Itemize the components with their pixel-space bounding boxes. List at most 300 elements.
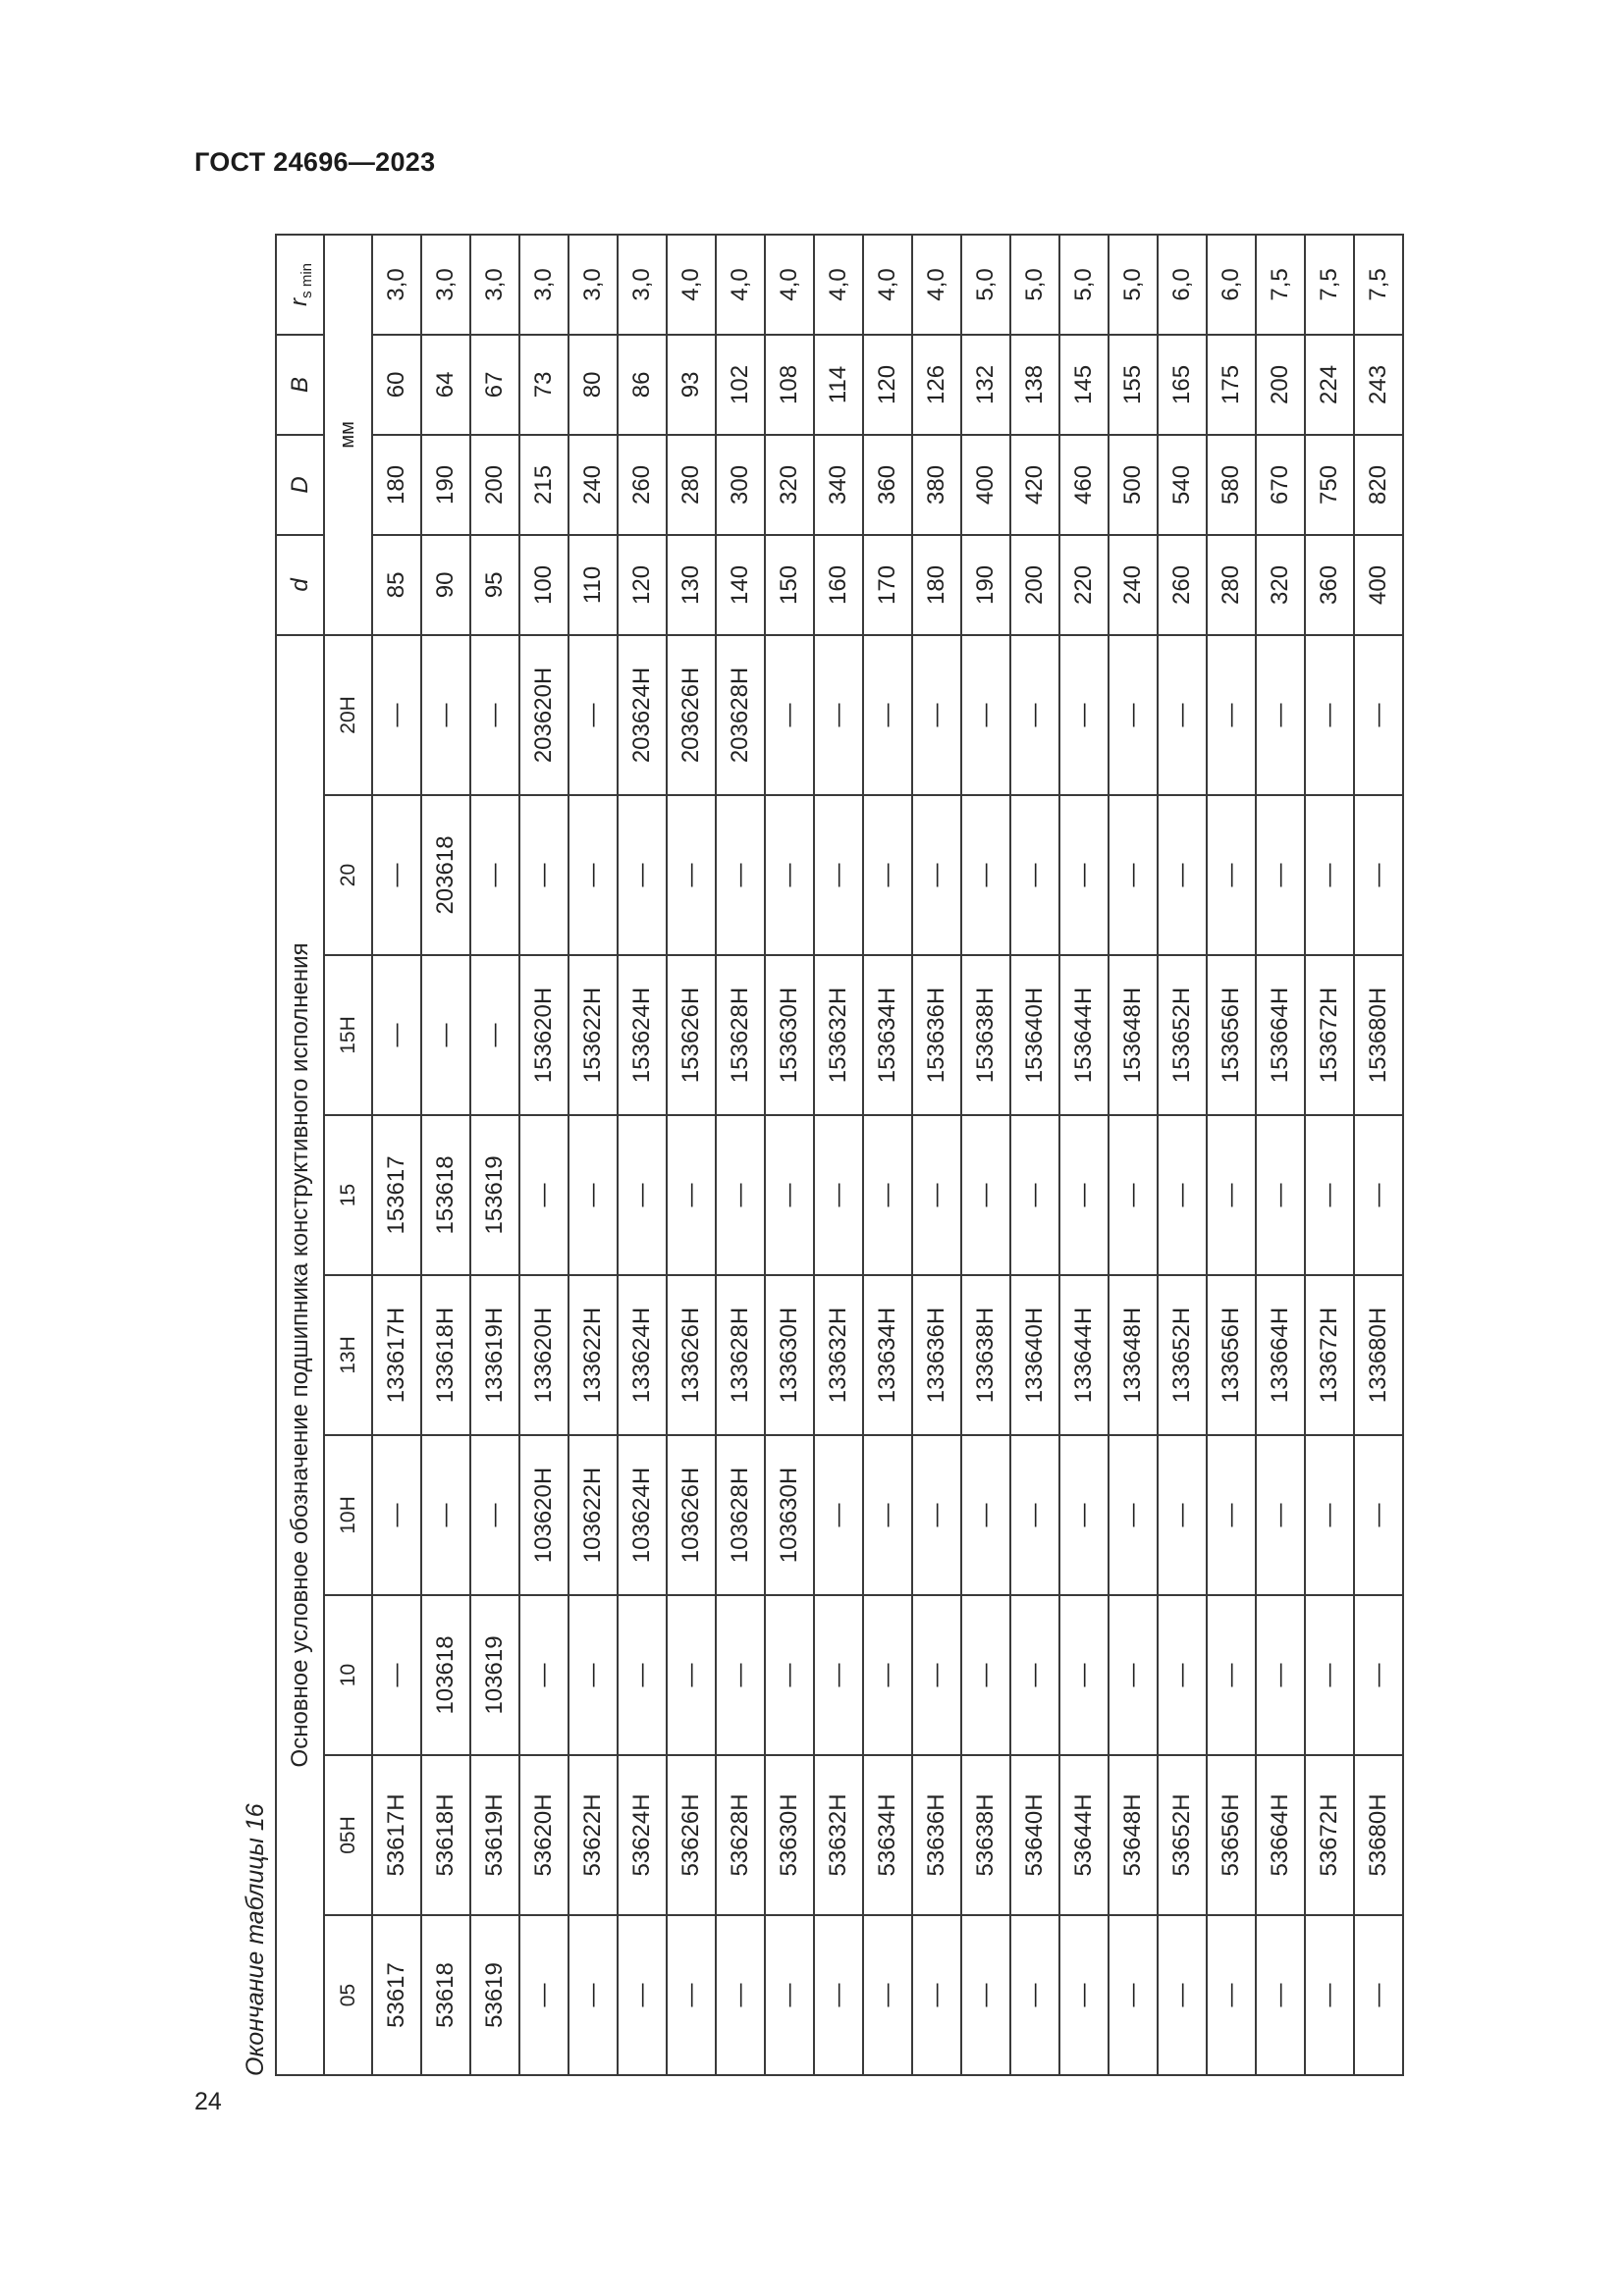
table-cell: — bbox=[912, 1915, 961, 2075]
table-cell: 190 bbox=[961, 535, 1010, 635]
table-cell: — bbox=[814, 1915, 863, 2075]
col-header-d: d bbox=[276, 535, 324, 635]
table-cell: — bbox=[1109, 1915, 1158, 2075]
table-cell: — bbox=[716, 1915, 765, 2075]
table-cell: — bbox=[1010, 1595, 1059, 1755]
table-cell: — bbox=[1109, 795, 1158, 955]
table-cell: — bbox=[961, 1435, 1010, 1595]
table-cell: — bbox=[372, 955, 421, 1115]
table-cell: — bbox=[961, 1595, 1010, 1755]
table-cell: — bbox=[1010, 795, 1059, 955]
table-cell: 53617Н bbox=[372, 1755, 421, 1915]
table-row bbox=[716, 235, 765, 2075]
col-header-D: D bbox=[276, 435, 324, 535]
table-cell: — bbox=[716, 795, 765, 955]
table-cell: — bbox=[1059, 1115, 1109, 1275]
table-row bbox=[912, 235, 961, 2075]
table-cell: — bbox=[912, 1115, 961, 1275]
table-row bbox=[1305, 235, 1354, 2075]
table-cell: 100 bbox=[519, 535, 568, 635]
table-cell: 153624Н bbox=[618, 955, 667, 1115]
table-cell: 95 bbox=[470, 535, 519, 635]
table-cell: — bbox=[1109, 635, 1158, 795]
table-cell: — bbox=[765, 635, 814, 795]
table-cell: 153640Н bbox=[1010, 955, 1059, 1115]
table-cell: 133634Н bbox=[863, 1275, 912, 1435]
table-cell: 155 bbox=[1109, 335, 1158, 435]
table-cell: — bbox=[1305, 635, 1354, 795]
execution-column-header: 05 bbox=[324, 1915, 372, 2075]
table-cell: 103630Н bbox=[765, 1435, 814, 1595]
table-cell: 53619 bbox=[470, 1915, 519, 2075]
table-cell: 4,0 bbox=[912, 235, 961, 335]
table-cell: — bbox=[568, 1915, 618, 2075]
table-cell: 133636Н bbox=[912, 1275, 961, 1435]
table-cell: 53618Н bbox=[421, 1755, 470, 1915]
table-cell: — bbox=[1207, 1595, 1256, 1755]
table-cell: 820 bbox=[1354, 435, 1403, 535]
table-cell: — bbox=[667, 1115, 716, 1275]
table-cell: — bbox=[519, 795, 568, 955]
table-cell: — bbox=[470, 955, 519, 1115]
table-cell: — bbox=[765, 1115, 814, 1275]
table-cell: 3,0 bbox=[519, 235, 568, 335]
table-cell: 580 bbox=[1207, 435, 1256, 535]
table-cell: 7,5 bbox=[1305, 235, 1354, 335]
table-cell: 153634Н bbox=[863, 955, 912, 1115]
table-cell: — bbox=[1059, 1595, 1109, 1755]
table-cell: 53664Н bbox=[1256, 1755, 1305, 1915]
table-cell: — bbox=[1059, 1435, 1109, 1595]
table-cell: 224 bbox=[1305, 335, 1354, 435]
table-cell: 200 bbox=[1010, 535, 1059, 635]
table-cell: 153638Н bbox=[961, 955, 1010, 1115]
execution-column-header: 10Н bbox=[324, 1435, 372, 1595]
table-cell: 670 bbox=[1256, 435, 1305, 535]
table-cell: — bbox=[1207, 1115, 1256, 1275]
table-row bbox=[961, 235, 1010, 2075]
table-cell: 400 bbox=[961, 435, 1010, 535]
table-cell: — bbox=[1256, 1595, 1305, 1755]
table-cell: — bbox=[470, 635, 519, 795]
table-cell: — bbox=[618, 1595, 667, 1755]
table-cell: — bbox=[1305, 1435, 1354, 1595]
table-cell: 53652Н bbox=[1158, 1755, 1207, 1915]
execution-column-header: 20 bbox=[324, 795, 372, 955]
table-cell: — bbox=[1059, 795, 1109, 955]
table-cell: 103619 bbox=[470, 1595, 519, 1755]
table-row bbox=[1207, 235, 1256, 2075]
table-cell: 750 bbox=[1305, 435, 1354, 535]
table-cell: — bbox=[765, 1915, 814, 2075]
table-cell: — bbox=[814, 1115, 863, 1275]
table-cell: 133618Н bbox=[421, 1275, 470, 1435]
table-cell: — bbox=[1207, 1435, 1256, 1595]
table-cell: — bbox=[814, 795, 863, 955]
table-cell: — bbox=[1305, 795, 1354, 955]
execution-column-header: 05Н bbox=[324, 1755, 372, 1915]
table-cell: 300 bbox=[716, 435, 765, 535]
table-cell: — bbox=[372, 795, 421, 955]
table-cell: — bbox=[1059, 635, 1109, 795]
rs-sub-label: s min bbox=[298, 263, 315, 298]
table-cell: 240 bbox=[568, 435, 618, 535]
table-row bbox=[863, 235, 912, 2075]
table-cell: 4,0 bbox=[716, 235, 765, 335]
table-cell: — bbox=[1256, 635, 1305, 795]
table-cell: 53626Н bbox=[667, 1755, 716, 1915]
table-cell: — bbox=[863, 1435, 912, 1595]
table-cell: 7,5 bbox=[1256, 235, 1305, 335]
table-cell: 200 bbox=[1256, 335, 1305, 435]
table-cell: 103626Н bbox=[667, 1435, 716, 1595]
table-cell: 260 bbox=[1158, 535, 1207, 635]
table-cell: — bbox=[765, 795, 814, 955]
table-cell: — bbox=[1305, 1115, 1354, 1275]
table-row bbox=[1109, 235, 1158, 2075]
table-cell: 64 bbox=[421, 335, 470, 435]
table-cell: — bbox=[568, 1595, 618, 1755]
table-cell: 180 bbox=[372, 435, 421, 535]
table-cell: 102 bbox=[716, 335, 765, 435]
table-cell: 160 bbox=[814, 535, 863, 635]
col-header-rs-min bbox=[276, 235, 324, 335]
table-cell: 53617 bbox=[372, 1915, 421, 2075]
table-cell: 3,0 bbox=[618, 235, 667, 335]
table-cell: — bbox=[1207, 1915, 1256, 2075]
table-cell: 153619 bbox=[470, 1115, 519, 1275]
table-cell: — bbox=[1158, 795, 1207, 955]
table-cell: 133620Н bbox=[519, 1275, 568, 1435]
table-cell: — bbox=[1010, 1435, 1059, 1595]
table-cell: 153632Н bbox=[814, 955, 863, 1115]
table-cell: 53619Н bbox=[470, 1755, 519, 1915]
table-cell: — bbox=[1010, 1915, 1059, 2075]
execution-column-header: 10 bbox=[324, 1595, 372, 1755]
table-cell: — bbox=[618, 1115, 667, 1275]
table-cell: — bbox=[1010, 1115, 1059, 1275]
table-cell: 153644Н bbox=[1059, 955, 1109, 1115]
rs-main-label: r bbox=[285, 297, 312, 306]
table-cell: — bbox=[1354, 795, 1403, 955]
table-cell: — bbox=[961, 635, 1010, 795]
table-cell: 153617 bbox=[372, 1115, 421, 1275]
table-cell: 175 bbox=[1207, 335, 1256, 435]
table-cell: 153620Н bbox=[519, 955, 568, 1115]
document-title: ГОСТ 24696—2023 bbox=[194, 147, 436, 177]
table-cell: 133630Н bbox=[765, 1275, 814, 1435]
table-cell: — bbox=[863, 1115, 912, 1275]
rotated-table-block bbox=[236, 236, 1391, 2076]
table-row bbox=[372, 235, 421, 2075]
table-cell: 320 bbox=[1256, 535, 1305, 635]
execution-column-header: 15Н bbox=[324, 955, 372, 1115]
table-body bbox=[372, 235, 1403, 2075]
table-cell: 138 bbox=[1010, 335, 1059, 435]
table-cell: — bbox=[1158, 635, 1207, 795]
table-cell: 53644Н bbox=[1059, 1755, 1109, 1915]
table-cell: 540 bbox=[1158, 435, 1207, 535]
table-cell: 133632Н bbox=[814, 1275, 863, 1435]
table-cell: — bbox=[1158, 1115, 1207, 1275]
table-cell: — bbox=[961, 1115, 1010, 1275]
table-cell: — bbox=[568, 1115, 618, 1275]
table-cell: 53680Н bbox=[1354, 1755, 1403, 1915]
table-row bbox=[568, 235, 618, 2075]
table-cell: — bbox=[667, 1915, 716, 2075]
table-cell: — bbox=[618, 1915, 667, 2075]
table-cell: 153680Н bbox=[1354, 955, 1403, 1115]
table-cell: 133626Н bbox=[667, 1275, 716, 1435]
table-cell: 3,0 bbox=[421, 235, 470, 335]
table-cell: 53630Н bbox=[765, 1755, 814, 1915]
table-cell: 80 bbox=[568, 335, 618, 435]
table-cell: 133624Н bbox=[618, 1275, 667, 1435]
table-cell: 53638Н bbox=[961, 1755, 1010, 1915]
table-cell: 132 bbox=[961, 335, 1010, 435]
table-cell: 240 bbox=[1109, 535, 1158, 635]
table-cell: — bbox=[814, 635, 863, 795]
table-cell: — bbox=[863, 1915, 912, 2075]
table-cell: 200 bbox=[470, 435, 519, 535]
table-cell: 4,0 bbox=[765, 235, 814, 335]
table-cell: 5,0 bbox=[1059, 235, 1109, 335]
table-cell: — bbox=[765, 1595, 814, 1755]
table-cell: 500 bbox=[1109, 435, 1158, 535]
table-cell: 133619Н bbox=[470, 1275, 519, 1435]
table-cell: 203624Н bbox=[618, 635, 667, 795]
table-row bbox=[618, 235, 667, 2075]
table-cell: 180 bbox=[912, 535, 961, 635]
table-cell: — bbox=[519, 1915, 568, 2075]
table-cell: — bbox=[667, 1595, 716, 1755]
table-cell: — bbox=[814, 1595, 863, 1755]
table-cell: — bbox=[961, 1915, 1010, 2075]
table-cell: — bbox=[1010, 635, 1059, 795]
table-cell: 114 bbox=[814, 335, 863, 435]
table-cell: 280 bbox=[1207, 535, 1256, 635]
table-cell: 110 bbox=[568, 535, 618, 635]
table-cell: — bbox=[421, 635, 470, 795]
table-cell: — bbox=[1207, 795, 1256, 955]
table-cell: 5,0 bbox=[961, 235, 1010, 335]
table-cell: 190 bbox=[421, 435, 470, 535]
table-cell: 165 bbox=[1158, 335, 1207, 435]
table-cell: — bbox=[1109, 1595, 1158, 1755]
table-cell: 7,5 bbox=[1354, 235, 1403, 335]
table-cell: 243 bbox=[1354, 335, 1403, 435]
table-row bbox=[814, 235, 863, 2075]
table-cell: — bbox=[1354, 1595, 1403, 1755]
unit-label: мм bbox=[324, 235, 372, 635]
table-caption: Окончание таблицы 16 bbox=[242, 1803, 269, 2076]
table-row bbox=[1010, 235, 1059, 2075]
table-cell: 103622Н bbox=[568, 1435, 618, 1595]
table-cell: — bbox=[1207, 635, 1256, 795]
table-cell: — bbox=[372, 1595, 421, 1755]
table-cell: — bbox=[470, 795, 519, 955]
table-row bbox=[1158, 235, 1207, 2075]
execution-header-row bbox=[324, 235, 372, 2075]
table-row bbox=[470, 235, 519, 2075]
table-cell: 153672Н bbox=[1305, 955, 1354, 1115]
table-cell: 215 bbox=[519, 435, 568, 535]
table-cell: — bbox=[1354, 1115, 1403, 1275]
col-header-B: B bbox=[276, 335, 324, 435]
table-cell: 3,0 bbox=[372, 235, 421, 335]
table-cell: — bbox=[1158, 1435, 1207, 1595]
table-cell: — bbox=[1305, 1915, 1354, 2075]
execution-column-header: 13Н bbox=[324, 1275, 372, 1435]
page-number: 24 bbox=[194, 2088, 222, 2115]
table-cell: 103628Н bbox=[716, 1435, 765, 1595]
table-row bbox=[1059, 235, 1109, 2075]
table-cell: — bbox=[421, 955, 470, 1115]
table-cell: — bbox=[1256, 1915, 1305, 2075]
table-cell: 86 bbox=[618, 335, 667, 435]
table-cell: 4,0 bbox=[814, 235, 863, 335]
table-cell: 6,0 bbox=[1207, 235, 1256, 335]
table-cell: 53624Н bbox=[618, 1755, 667, 1915]
table-cell: — bbox=[618, 795, 667, 955]
table-cell: — bbox=[1256, 795, 1305, 955]
table-cell: 153618 bbox=[421, 1115, 470, 1275]
execution-column-header: 15 bbox=[324, 1115, 372, 1275]
table-cell: 126 bbox=[912, 335, 961, 435]
table-cell: 6,0 bbox=[1158, 235, 1207, 335]
table-cell: 133672Н bbox=[1305, 1275, 1354, 1435]
table-cell: 153636Н bbox=[912, 955, 961, 1115]
table-cell: 3,0 bbox=[568, 235, 618, 335]
table-cell: 53634Н bbox=[863, 1755, 912, 1915]
table-cell: 73 bbox=[519, 335, 568, 435]
table-cell: 53620Н bbox=[519, 1755, 568, 1915]
table-cell: 280 bbox=[667, 435, 716, 535]
table-cell: — bbox=[568, 635, 618, 795]
table-cell: 133656Н bbox=[1207, 1275, 1256, 1435]
table-cell: — bbox=[667, 795, 716, 955]
table-cell: 360 bbox=[863, 435, 912, 535]
table-row bbox=[667, 235, 716, 2075]
table-cell: 53622Н bbox=[568, 1755, 618, 1915]
table-cell: — bbox=[1256, 1115, 1305, 1275]
table-cell: 53636Н bbox=[912, 1755, 961, 1915]
table-cell: 120 bbox=[618, 535, 667, 635]
table-cell: — bbox=[1305, 1595, 1354, 1755]
table-cell: — bbox=[1354, 1915, 1403, 2075]
table-row bbox=[519, 235, 568, 2075]
execution-column-header: 20Н bbox=[324, 635, 372, 795]
table-cell: 460 bbox=[1059, 435, 1109, 535]
table-cell: 133664Н bbox=[1256, 1275, 1305, 1435]
table-row bbox=[1256, 235, 1305, 2075]
table-cell: 150 bbox=[765, 535, 814, 635]
table-cell: 145 bbox=[1059, 335, 1109, 435]
table-cell: 53632Н bbox=[814, 1755, 863, 1915]
table-cell: 203618 bbox=[421, 795, 470, 955]
table-cell: — bbox=[863, 635, 912, 795]
table-cell: — bbox=[716, 1115, 765, 1275]
table-cell: 203628Н bbox=[716, 635, 765, 795]
table-cell: — bbox=[519, 1115, 568, 1275]
table-cell: 108 bbox=[765, 335, 814, 435]
table-cell: 170 bbox=[863, 535, 912, 635]
table-cell: — bbox=[1158, 1915, 1207, 2075]
table-cell: 203626Н bbox=[667, 635, 716, 795]
table-cell: — bbox=[421, 1435, 470, 1595]
table-cell: 85 bbox=[372, 535, 421, 635]
table-cell: — bbox=[814, 1435, 863, 1595]
table-cell: 153652Н bbox=[1158, 955, 1207, 1115]
table-cell: 400 bbox=[1354, 535, 1403, 635]
table-cell: 360 bbox=[1305, 535, 1354, 635]
table-cell: — bbox=[470, 1435, 519, 1595]
table-cell: 153656Н bbox=[1207, 955, 1256, 1115]
bearing-designation-table bbox=[275, 234, 1404, 2076]
table-cell: 340 bbox=[814, 435, 863, 535]
table-cell: 320 bbox=[765, 435, 814, 535]
table-cell: — bbox=[716, 1595, 765, 1755]
table-cell: 103620Н bbox=[519, 1435, 568, 1595]
table-row bbox=[421, 235, 470, 2075]
table-cell: 140 bbox=[716, 535, 765, 635]
group-header: Основное условное обозначение подшипника конструктивного исполнения bbox=[276, 635, 324, 2075]
table-cell: 220 bbox=[1059, 535, 1109, 635]
table-cell: 103624Н bbox=[618, 1435, 667, 1595]
table-cell: 133628Н bbox=[716, 1275, 765, 1435]
table-cell: — bbox=[912, 1595, 961, 1755]
table-cell: — bbox=[1354, 1435, 1403, 1595]
table-cell: 260 bbox=[618, 435, 667, 535]
table-cell: — bbox=[519, 1595, 568, 1755]
table-cell: — bbox=[1354, 635, 1403, 795]
table-cell: — bbox=[1109, 1435, 1158, 1595]
table-cell: 53648Н bbox=[1109, 1755, 1158, 1915]
table-cell: — bbox=[1158, 1595, 1207, 1755]
table-cell: — bbox=[372, 1435, 421, 1595]
table-cell: 133638Н bbox=[961, 1275, 1010, 1435]
table-cell: 53628Н bbox=[716, 1755, 765, 1915]
table-cell: — bbox=[1256, 1435, 1305, 1595]
table-cell: — bbox=[1059, 1915, 1109, 2075]
table-cell: 153622Н bbox=[568, 955, 618, 1115]
table-cell: 153664Н bbox=[1256, 955, 1305, 1115]
table-cell: 5,0 bbox=[1109, 235, 1158, 335]
table-cell: 133640Н bbox=[1010, 1275, 1059, 1435]
table-cell: 380 bbox=[912, 435, 961, 535]
table-cell: — bbox=[568, 795, 618, 955]
table-row bbox=[1354, 235, 1403, 2075]
table-cell: — bbox=[912, 1435, 961, 1595]
table-cell: — bbox=[912, 795, 961, 955]
table-cell: 3,0 bbox=[470, 235, 519, 335]
table-cell: 60 bbox=[372, 335, 421, 435]
table-cell: 120 bbox=[863, 335, 912, 435]
table-cell: 153630Н bbox=[765, 955, 814, 1115]
table-cell: 93 bbox=[667, 335, 716, 435]
table-cell: — bbox=[863, 1595, 912, 1755]
table-cell: 133652Н bbox=[1158, 1275, 1207, 1435]
table-cell: — bbox=[961, 795, 1010, 955]
table-cell: 133648Н bbox=[1109, 1275, 1158, 1435]
table-cell: 420 bbox=[1010, 435, 1059, 535]
table-cell: 67 bbox=[470, 335, 519, 435]
table-cell: 153626Н bbox=[667, 955, 716, 1115]
table-cell: 4,0 bbox=[667, 235, 716, 335]
table-cell: 203620Н bbox=[519, 635, 568, 795]
table-cell: — bbox=[863, 795, 912, 955]
table-cell: 153628Н bbox=[716, 955, 765, 1115]
